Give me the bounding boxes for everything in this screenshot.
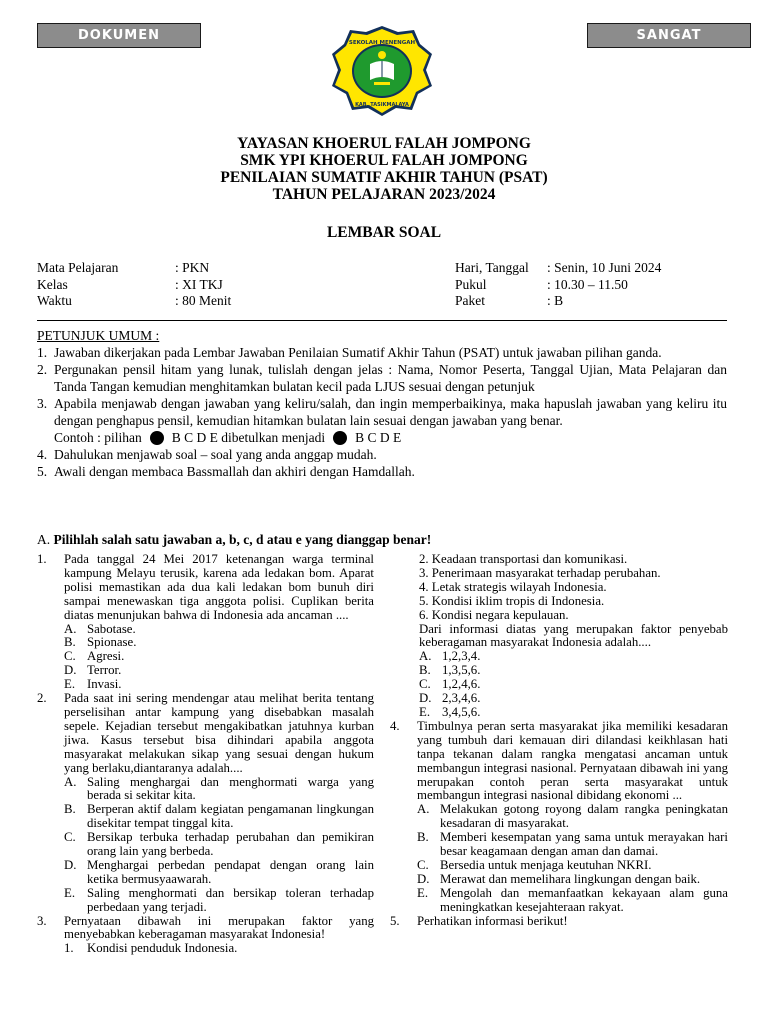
statement-item: 4. Letak strategis wilayah Indonesia.	[419, 579, 607, 594]
exam-info-left	[37, 260, 231, 310]
instruction-item: 5. Awali dengan membaca Bassmallah dan akhiri dengan Hamdallah.	[37, 464, 415, 479]
section-a-heading: A. Pilihlah salah satu jawaban a, b, c, d atau e yang dianggap benar!	[37, 532, 432, 547]
statement-item: 5. Kondisi iklim tropis di Indonesia.	[419, 593, 605, 608]
option: E. Invasi.	[64, 677, 122, 692]
option: E. Mengolah dan memanfaatkan kekayaan alam guna meningkatkan kesejahteraan rakyat.	[417, 885, 728, 914]
option: D. 2,3,4,6.	[419, 691, 481, 706]
option: B. 1,3,5,6.	[419, 663, 481, 678]
question-text: Timbulnya peran serta masyarakat jika memiliki kesadaran yang tumbuh dari kemauan diri dilandasi keikhlasan hati tanpa tekanan dalam rangka mengatasi ancaman untuk membangun integrasi nasional. Pernyataan dibawah ini yang merupakan contoh peran serta masyarakat untuk membangun integrasi nasional dibidang ekonomi ...	[417, 718, 728, 803]
option: A. Melakukan gotong royong dalam rangka peningkatan kesadaran di masyarakat.	[417, 802, 728, 831]
info-time: Pukul : 10.30 – 11.50	[455, 276, 628, 292]
document-badge: DOKUMEN	[37, 23, 201, 48]
question-3: 3. Pernyataan dibawah ini merupakan faktor yang menyebabkan keberagaman masyarakat Indonesia! 1. Kondisi penduduk Indonesia.	[37, 913, 374, 956]
option: C. Bersedia untuk menjaga keutuhan NKRI.	[417, 857, 652, 872]
exam-name: PENILAIAN SUMATIF AKHIR TAHUN (PSAT)	[220, 169, 548, 186]
question-1: 1. Pada tanggal 24 Mei 2017 ketenangan warga terminal kampung Melayu terusik, karena ada ledakan bom. Aparat polisi memastikan ada dua kali ledakan bom bunuh diri sampai menewaskan tiga anggota polisi. Cuplikan berita diatas menunjukan bahwa di Indonesia ada ancaman .... A. Sabotase. B. Spionase. C. Agresi. D. Terror. E. Invasi.	[37, 552, 374, 692]
instruction-item: 2. Pergunakan pensil hitam yang lunak, tulislah dengan jelas : Nama, Nomor Peserta, Tanggal Ujian, Mata Pelajaran dan Tanda Tangan kemudian menghitamkan bulatan kecil pada LJUS sesuai dengan petunjuk	[37, 362, 727, 394]
option: D. Merawat dan memelihara lingkungan dengan baik.	[417, 871, 701, 886]
option: D. Menghargai perbedan pendapat dengan orang lain ketika bermusyaawarah.	[64, 857, 374, 886]
statement-item: 2. Keadaan transportasi dan komunikasi.	[419, 552, 628, 566]
option: B. Memberi kesempatan yang sama untuk merayakan hari besar keagamaan dengan aman dan damai.	[417, 830, 728, 859]
classification-badge: SANGAT	[587, 23, 751, 48]
svg-text:KAB. TASIKMALAYA: KAB. TASIKMALAYA	[355, 102, 409, 108]
instructions-heading: PETUNJUK UMUM :	[37, 328, 160, 343]
filled-bubble-icon	[150, 431, 164, 445]
option: B. Berperan aktif dalam kegiatan pengamanan lingkungan disekitar tempat tinggal kita.	[64, 802, 374, 831]
instruction-item: 1. Jawaban dikerjakan pada Lembar Jawaban Penilaian Sumatif Akhir Tahun (PSAT) untuk jawaban pilihan ganda.	[37, 345, 662, 360]
question-text: Dari informasi diatas yang merupakan faktor penyebab keberagaman masyarakat Indonesia adalah....	[419, 621, 728, 650]
question-4: 4. Timbulnya peran serta masyarakat jika memiliki kesadaran yang tumbuh dari kemauan diri dilandasi keikhlasan hati tanpa tekanan dalam rangka mengatasi ancaman untuk membangun integrasi nasional. Pernyataan dibawah ini yang merupakan contoh peran serta masyarakat untuk membangun integrasi nasional dibidang ekonomi ... A. Melakukan gotong royong dalam rangka peningkatan kesadaran di masyarakat. B. Memberi kesempatan yang sama untuk merayakan hari besar keagamaan dengan aman dan damai. C. Bersedia untuk menjaga keutuhan NKRI. D. Merawat dan memelihara lingkungan dengan baik. E. Mengolah dan memanfaatkan kekayaan alam guna meningkatkan kesejahteraan rakyat.	[390, 718, 728, 914]
svg-text:SEKOLAH MENENGAH: SEKOLAH MENENGAH	[348, 40, 416, 46]
option: C. Bersikap terbuka terhadap perubahan dan pemikiran orang lain yang berbeda.	[64, 830, 374, 859]
question-3-continued	[390, 553, 728, 720]
school-name: SMK YPI KHOERUL FALAH JOMPONG	[240, 152, 528, 169]
exam-info-right	[455, 260, 661, 310]
general-instructions	[37, 327, 727, 480]
option: A. Sabotase.	[64, 621, 136, 636]
sheet-title: LEMBAR SOAL	[326, 224, 442, 241]
questions-left-column	[37, 553, 374, 956]
question-text: Pernyataan dibawah ini merupakan faktor yang menyebabkan keberagaman masyarakat Indonesia!	[64, 913, 374, 942]
questions-right-column	[390, 553, 728, 928]
statement-item: 1. Kondisi penduduk Indonesia.	[64, 941, 238, 956]
instruction-item: 4. Dahulukan menjawab soal – soal yang anda anggap mudah.	[37, 447, 377, 462]
school-logo	[330, 24, 434, 118]
answer-example: Contoh : pilihan B C D E dibetulkan menjadi B C D E	[54, 430, 402, 445]
question-2: 2. Pada saat ini sering mendengar atau melihat berita tentang perselisihan antar kampung yang disebabkan masalah sepele. Kejadian tersebut mengakibatkan jatuhnya kurban jiwa. Kasus tersebut bisa dihindari apabila anggota masyarakat melakukan sikap yang sesuai dengan hukum yang berlaku,diantaranya adalah.... A. Saling menghargai dan menghormati warga yang berada si sekitar kita. B. Berperan aktif dalam kegiatan pengamanan lingkungan disekitar tempat tinggal kita. C. Bersikap terbuka terhadap perubahan dan pemikiran orang lain yang berbeda. D. Menghargai perbedan pendapat dengan orang lain ketika bermusyaawarah. E. Saling menghormati dan bersikap toleran terhadap perbedaan yang terjadi.	[37, 691, 374, 914]
option: E. Saling menghormati dan bersikap toleran terhadap perbedaan yang terjadi.	[64, 885, 374, 914]
option: A. 1,2,3,4.	[419, 649, 481, 664]
question-text: Pada tanggal 24 Mei 2017 ketenangan warga terminal kampung Melayu terusik, karena ada ledakan bom. Aparat polisi memastikan ada dua kali ledakan bom bunuh diri sampai menewaskan tiga anggota polisi. Cuplikan berita diatas menunjukan bahwa di Indonesia ada ancaman ....	[64, 552, 374, 622]
statement-item: 3. Penerimaan masyarakat terhadap perubahan.	[419, 565, 661, 580]
info-date: Hari, Tanggal : Senin, 10 Juni 2024	[455, 260, 662, 275]
exam-header	[0, 135, 768, 203]
info-class: Kelas : XI TKJ	[37, 276, 223, 292]
option: D. Terror.	[64, 663, 122, 678]
question-5: 5. Perhatikan informasi berikut!	[390, 915, 728, 929]
option: C. Agresi.	[64, 649, 125, 664]
option: E. 3,4,5,6.	[419, 704, 481, 719]
school-year: TAHUN PELAJARAN 2023/2024	[272, 186, 496, 203]
instruction-item: 3. Apabila menjawab dengan jawaban yang keliru/salah, dan ingin memperbaikinya, maka hapuslah jawaban yang keliru itu dengan penghapus pensil, kemudian hitamkan bulatan lain sesuai dengan jawaban yang benar.	[37, 396, 727, 428]
info-package: Paket : B	[455, 293, 564, 308]
question-text: Perhatikan informasi berikut!	[417, 913, 568, 928]
info-duration: Waktu : 80 Menit	[37, 293, 232, 308]
statement-item: 6. Kondisi negara kepulauan.	[419, 607, 569, 622]
option: C. 1,2,4,6.	[419, 677, 481, 692]
filled-bubble-icon	[333, 431, 347, 445]
option: A. Saling menghargai dan menghormati warga yang berada si sekitar kita.	[64, 774, 374, 803]
foundation-name: YAYASAN KHOERUL FALAH JOMPONG	[237, 135, 531, 152]
question-text: Pada saat ini sering mendengar atau melihat berita tentang perselisihan antar kampung yang disebabkan masalah sepele. Kejadian tersebut mengakibatkan jatuhnya kurban jiwa. Kasus tersebut bisa dihindari apabila anggota masyarakat melakukan sikap yang sesuai dengan hukum yang berlaku,diantaranya adalah....	[64, 691, 374, 775]
info-subject: Mata Pelajaran : PKN	[37, 260, 210, 275]
option: B. Spionase.	[64, 635, 137, 650]
divider	[37, 320, 727, 321]
